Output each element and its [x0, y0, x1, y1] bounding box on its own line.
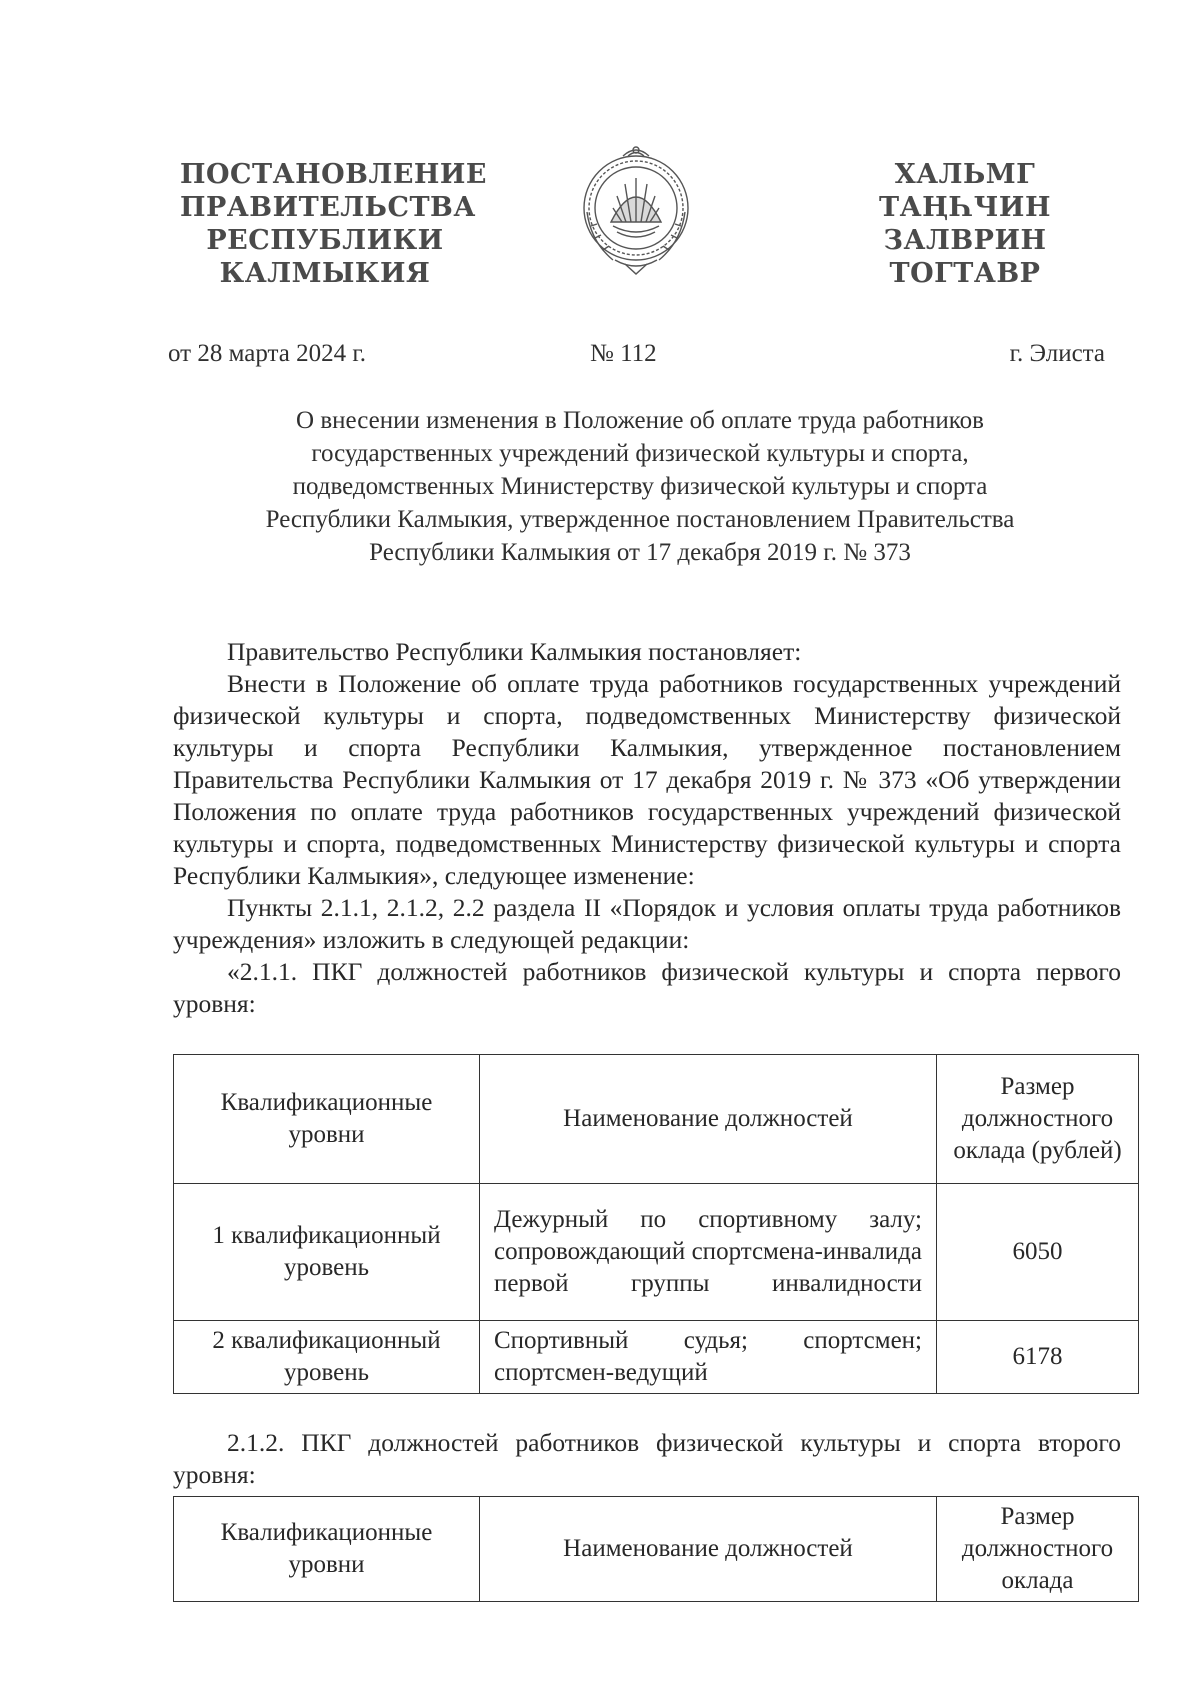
document-date: от 28 марта 2024 г.: [168, 340, 367, 367]
header-left-title: [180, 158, 487, 290]
title-line: О внесении изменения в Положение об оплате труда работников: [296, 407, 984, 434]
title-line: Республики Калмыкия, утвержденное постановлением Правительства: [265, 506, 1015, 533]
table-header-cell: Наименование должностей: [480, 1497, 937, 1602]
header-right-line: ТОГТАВР: [889, 258, 1041, 289]
table-header-cell: Квалификационные уровни: [174, 1055, 480, 1184]
table-header-cell: Наименование должностей: [480, 1055, 937, 1184]
table-header-row: [174, 1055, 1139, 1184]
decree-line: Правительство Республики Калмыкия постановляет:: [227, 637, 802, 666]
table-header-cell: Размер должностного оклада (рублей): [937, 1055, 1139, 1184]
salary-table-level-1: [173, 1054, 1139, 1394]
paragraph-points: Пункты 2.1.1, 2.1.2, 2.2 раздела II «Порядок и условия оплаты труда работников учреждения» изложить в следующей редакции:: [173, 893, 1121, 954]
document-number: № 112: [590, 340, 657, 367]
table-header-cell: Квалификационные уровни: [174, 1497, 480, 1602]
table-cell-salary: 6178: [937, 1321, 1139, 1394]
header-right-title: [860, 158, 1070, 290]
table-cell-positions: Дежурный по спортивному залу; сопровождающий спортсмена-инвалида первой группы инвалидности: [480, 1184, 937, 1321]
salary-table-level-2: [173, 1496, 1139, 1602]
paragraph-amendment: Внести в Положение об оплате труда работников государственных учреждений физической культуры и спорта, подведомственных Министерству физической культуры и спорта Республики Калмыкия, утвержденное постановлением Правительства Республики Калмыкия от 17 декабря 2019 г. № 373 «Об утверждении Положения по оплате труда работников государственных учреждений физической культуры и спорта, подведомственных Министерству физической культуры и спорта Республики Калмыкия», следующее изменение:: [173, 669, 1121, 890]
table-row: [174, 1321, 1139, 1394]
header-left-line: ПРАВИТЕЛЬСТВА: [180, 192, 476, 223]
table-header-cell: Размер должностного оклада: [937, 1497, 1139, 1602]
header-left-line: ПОСТАНОВЛЕНИЕ: [180, 159, 487, 190]
table-cell-level: 2 квалификационный уровень: [174, 1321, 480, 1394]
document-city: г. Элиста: [1009, 340, 1105, 367]
header-right-line: ЗАЛВРИН: [883, 225, 1047, 256]
kalmykia-coat-of-arms-icon: [573, 142, 699, 277]
header-left-line: КАЛМЫКИЯ: [219, 258, 431, 289]
table-row: [174, 1184, 1139, 1321]
header-right-line: ТАҢҺЧИН: [879, 192, 1051, 223]
title-line: государственных учреждений физической культуры и спорта,: [311, 440, 969, 467]
header-right-line: ХАЛЬМГ: [894, 159, 1036, 190]
table-cell-positions: Спортивный судья; спортсмен; спортсмен-ведущий: [480, 1321, 937, 1394]
table-cell-level: 1 квалификационный уровень: [174, 1184, 480, 1321]
section-heading-2-1-2: 2.1.2. ПКГ должностей работников физической культуры и спорта второго уровня:: [173, 1428, 1121, 1489]
table-cell-salary: 6050: [937, 1184, 1139, 1321]
document-body: [173, 636, 1121, 1020]
document-title: [190, 404, 1090, 569]
title-line: подведомственных Министерству физической культуры и спорта: [292, 473, 988, 500]
section-2-1-2-block: [173, 1427, 1121, 1491]
title-line: Республики Калмыкия от 17 декабря 2019 г. № 373: [369, 539, 911, 566]
table-header-row: [174, 1497, 1139, 1602]
section-heading-2-1-1: «2.1.1. ПКГ должностей работников физической культуры и спорта первого уровня:: [173, 957, 1121, 1018]
header-left-line: РЕСПУБЛИКИ: [206, 225, 444, 256]
